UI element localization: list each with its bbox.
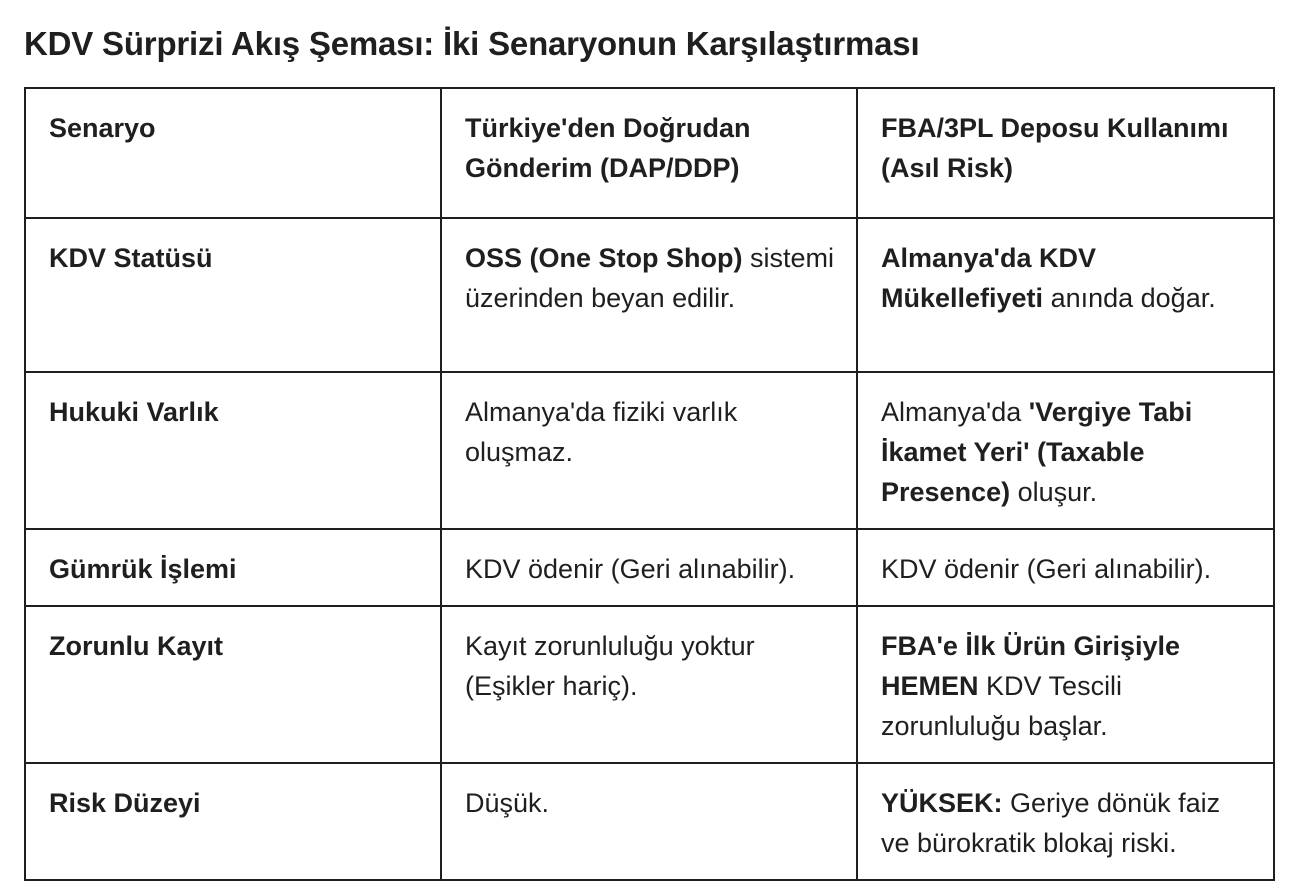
cell-direct-risk-level [441, 763, 857, 880]
comparison-table [24, 87, 1275, 881]
cell-bold-text: OSS (One Stop Shop) [465, 243, 743, 273]
cell-text: Geriye dönük faiz ve bürokratik blokaj riski. [881, 788, 1221, 858]
cell-fba-vat-status [857, 218, 1274, 372]
cell-text: KDV ödenir (Geri alınabilir). [465, 554, 796, 584]
cell-prefix-text: Almanya'da [881, 397, 1029, 427]
cell-bold-text: YÜKSEK: [881, 788, 1003, 818]
table-row [25, 218, 1274, 372]
cell-text: Düşük. [465, 788, 550, 818]
header-fba-warehouse: FBA/3PL Deposu Kullanımı (Asıl Risk) [857, 88, 1274, 218]
row-label-legal-presence: Hukuki Varlık [25, 372, 441, 529]
cell-bold-text: 'Vergiye Tabi İkamet Yeri' (Taxable Presence) [881, 397, 1193, 507]
cell-fba-legal-presence [857, 372, 1274, 529]
cell-bold-text: FBA'e İlk Ürün Girişiyle HEMEN [881, 631, 1181, 701]
cell-text: oluşur. [1010, 477, 1098, 507]
page-title: KDV Sürprizi Akış Şeması: İki Senaryonun Karşılaştırması [24, 25, 920, 62]
cell-text: Kayıt zorunluluğu yoktur (Eşikler hariç). [465, 631, 755, 701]
cell-direct-legal-presence [441, 372, 857, 529]
cell-text: KDV ödenir (Geri alınabilir). [881, 554, 1212, 584]
cell-fba-risk-level [857, 763, 1274, 880]
cell-fba-customs [857, 529, 1274, 606]
table-row [25, 606, 1274, 763]
table-row [25, 372, 1274, 529]
cell-text: Almanya'da fiziki varlık oluşmaz. [465, 397, 738, 467]
header-direct-shipping: Türkiye'den Doğrudan Gönderim (DAP/DDP) [441, 88, 857, 218]
table-row [25, 763, 1274, 880]
cell-fba-mandatory-registration [857, 606, 1274, 763]
cell-text: KDV Tescili zorunluluğu başlar. [881, 671, 1123, 741]
row-label-mandatory-registration: Zorunlu Kayıt [25, 606, 441, 763]
cell-direct-mandatory-registration [441, 606, 857, 763]
cell-text: sistemi üzerinden beyan edilir. [465, 243, 835, 313]
table-row [25, 529, 1274, 606]
cell-text: anında doğar. [1043, 283, 1216, 313]
row-label-vat-status: KDV Statüsü [25, 218, 441, 372]
table-header-row [25, 88, 1274, 218]
cell-direct-vat-status [441, 218, 857, 372]
row-label-risk-level: Risk Düzeyi [25, 763, 441, 880]
cell-direct-customs [441, 529, 857, 606]
cell-bold-text: Almanya'da KDV Mükellefiyeti [881, 243, 1096, 313]
row-label-customs: Gümrük İşlemi [25, 529, 441, 606]
header-scenario: Senaryo [25, 88, 441, 218]
